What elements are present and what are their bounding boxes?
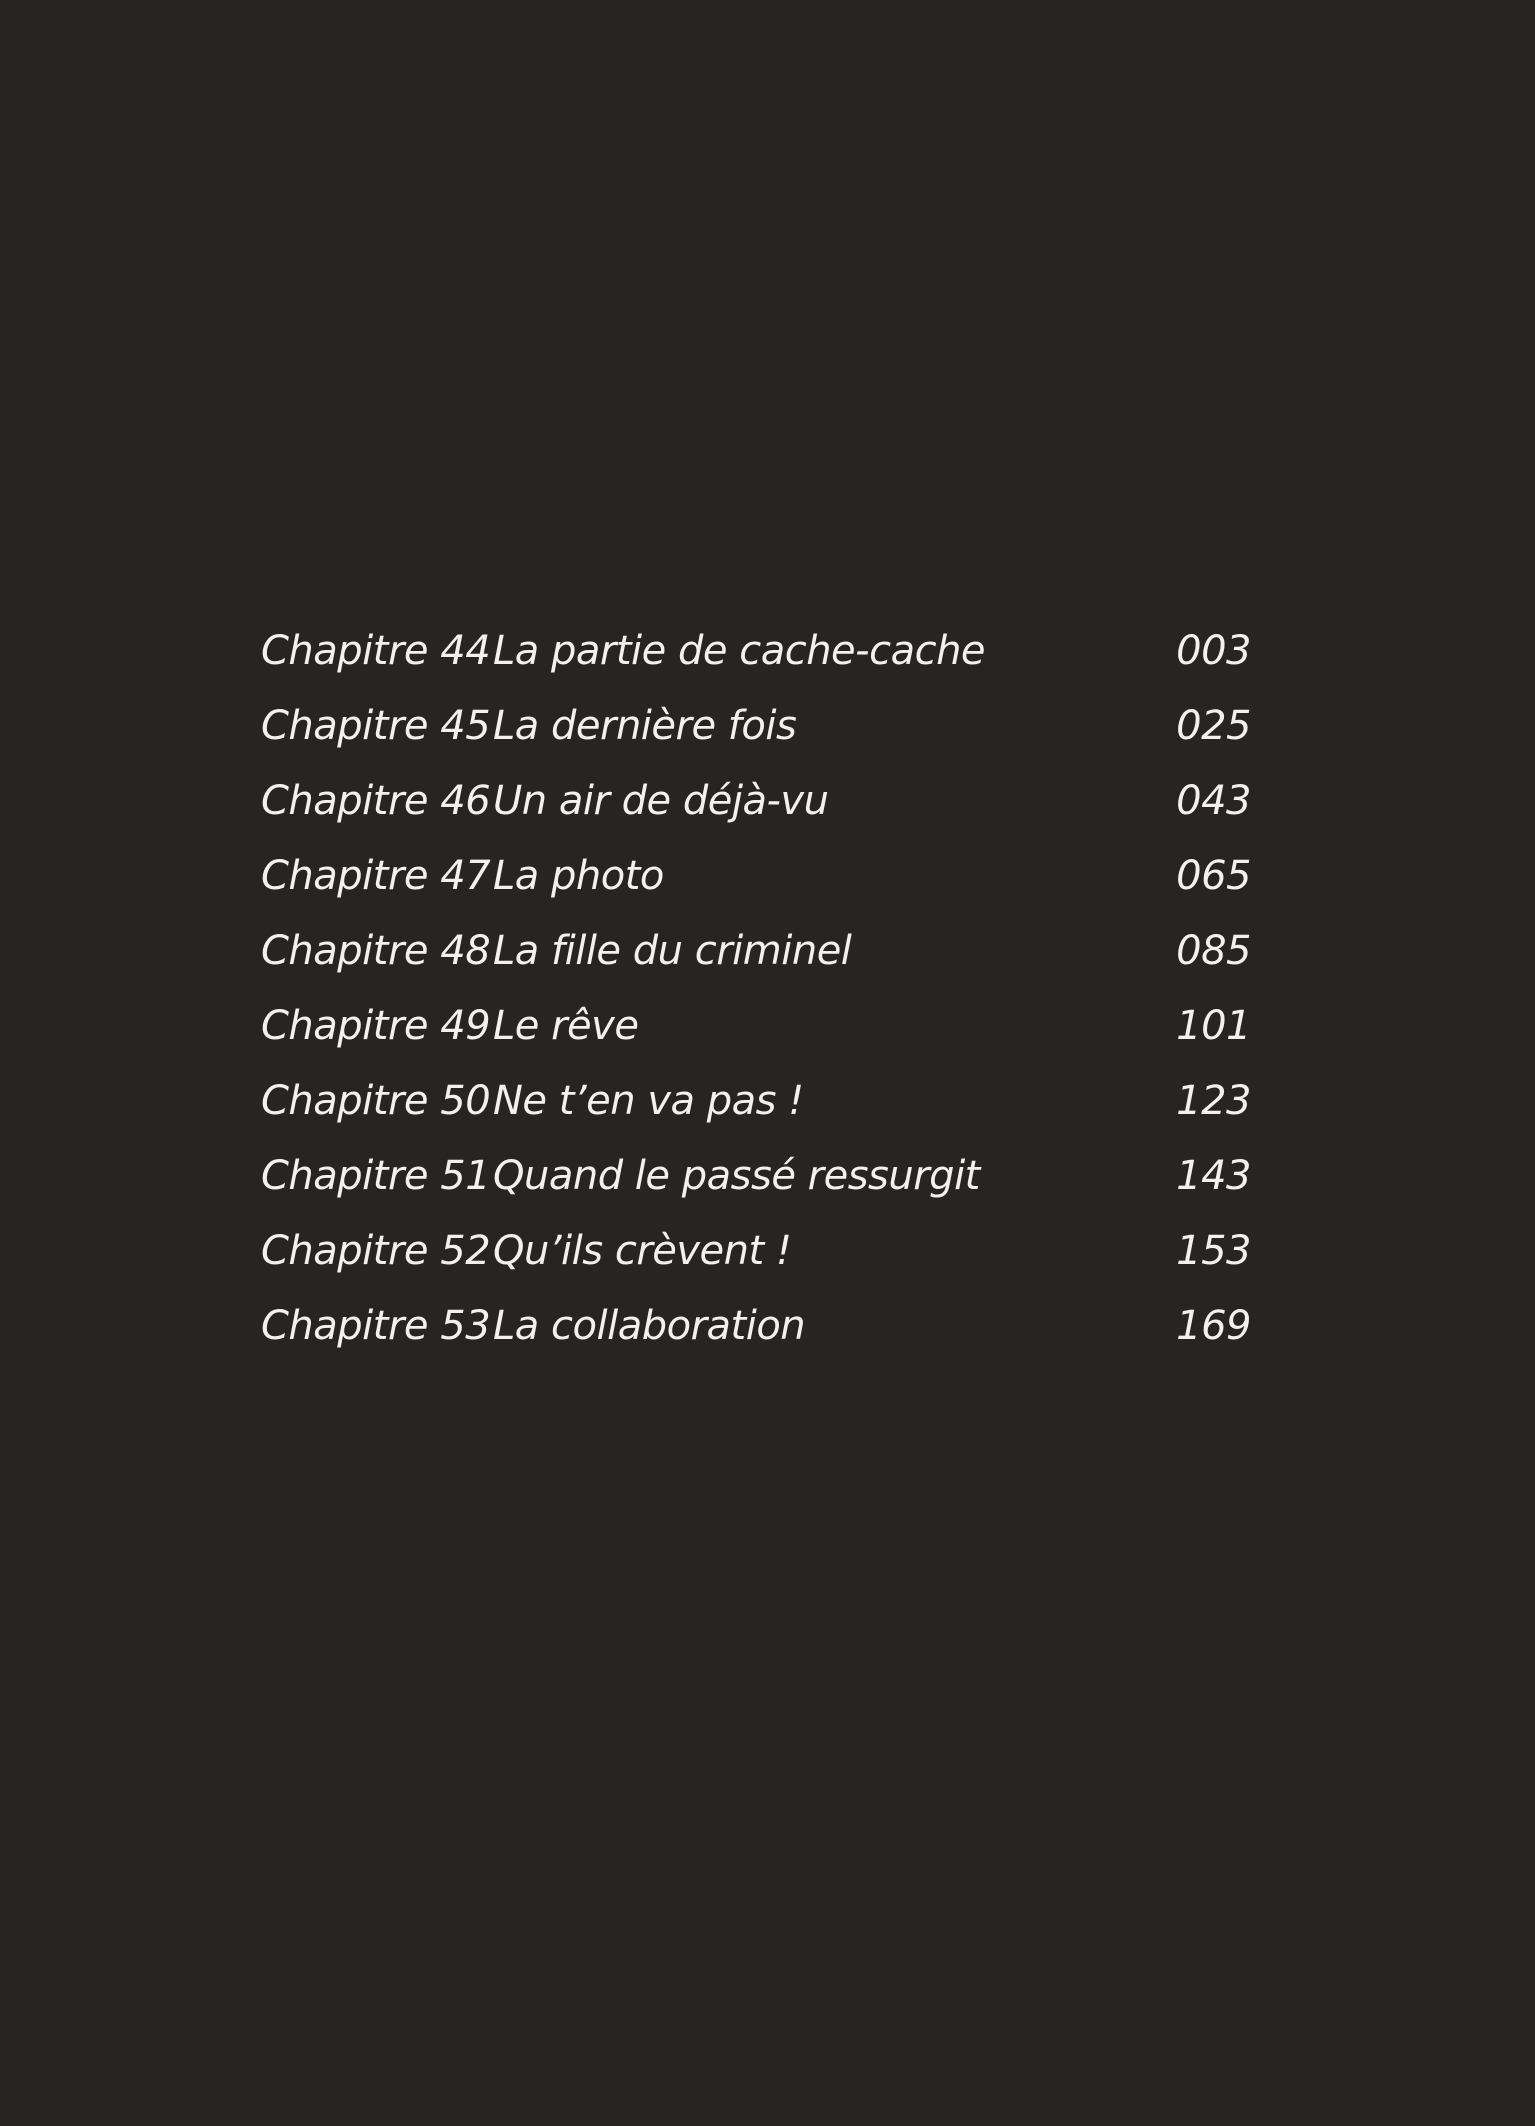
toc-entry: [261, 1228, 1251, 1303]
chapter-title: La partie de cache-cache: [493, 628, 986, 674]
page-number: 169: [1176, 1303, 1251, 1349]
page-number: 065: [1176, 853, 1251, 899]
toc-entry: [261, 778, 1251, 853]
toc-entry: [261, 703, 1251, 778]
chapter-number: Chapitre 49: [261, 1003, 491, 1049]
chapter-number: Chapitre 50: [261, 1078, 491, 1124]
page-number: 101: [1176, 1003, 1251, 1049]
toc-entry: [261, 1303, 1251, 1378]
table-of-contents: [261, 628, 1251, 1378]
page-number: 143: [1176, 1153, 1251, 1199]
chapter-title: Qu’ils crèvent !: [493, 1228, 792, 1274]
chapter-number: Chapitre 52: [261, 1228, 491, 1274]
page-number: 123: [1176, 1078, 1251, 1124]
chapter-number: Chapitre 51: [261, 1153, 491, 1199]
toc-entry: [261, 853, 1251, 928]
page-number: 025: [1176, 703, 1251, 749]
chapter-title: La fille du criminel: [493, 928, 852, 974]
chapter-title: La dernière fois: [493, 703, 797, 749]
chapter-title: Un air de déjà-vu: [493, 778, 829, 824]
chapter-title: Ne t’en va pas !: [493, 1078, 804, 1124]
page-number: 153: [1176, 1228, 1251, 1274]
chapter-number: Chapitre 44: [261, 628, 491, 674]
chapter-title: La photo: [493, 853, 664, 899]
toc-entry: [261, 1153, 1251, 1228]
toc-entry: [261, 928, 1251, 1003]
page-number: 085: [1176, 928, 1251, 974]
chapter-title: Quand le passé ressurgit: [493, 1153, 980, 1199]
toc-entry: [261, 1078, 1251, 1153]
chapter-number: Chapitre 46: [261, 778, 491, 824]
page-number: 003: [1176, 628, 1251, 674]
toc-entry: [261, 1003, 1251, 1078]
chapter-title: La collaboration: [493, 1303, 806, 1349]
chapter-number: Chapitre 48: [261, 928, 491, 974]
chapter-number: Chapitre 47: [261, 853, 491, 899]
chapter-number: Chapitre 45: [261, 703, 491, 749]
toc-entry: [261, 628, 1251, 703]
chapter-title: Le rêve: [493, 1003, 639, 1049]
chapter-number: Chapitre 53: [261, 1303, 491, 1349]
page-number: 043: [1176, 778, 1251, 824]
